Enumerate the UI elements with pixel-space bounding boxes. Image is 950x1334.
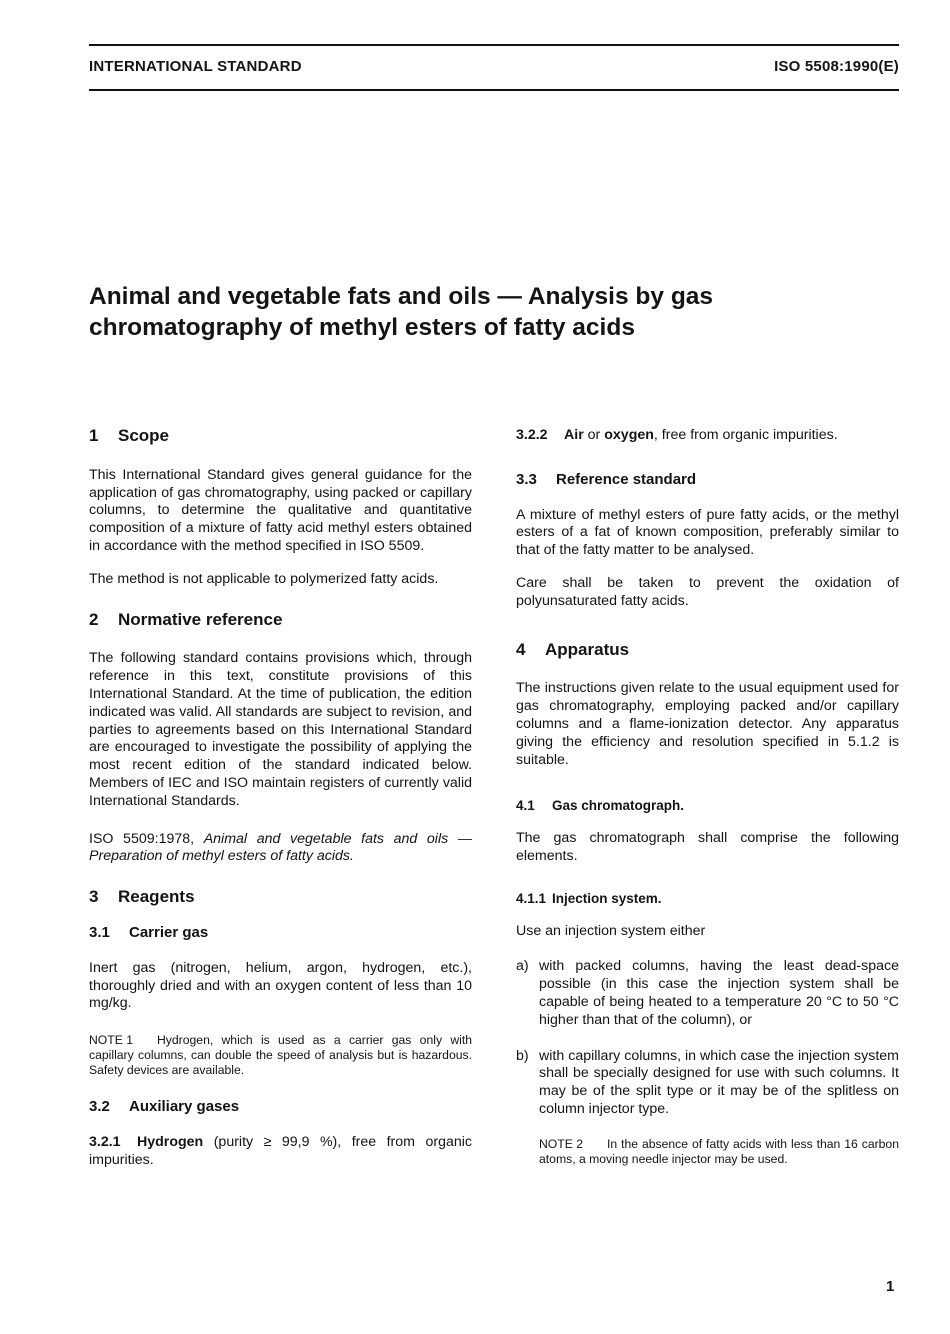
- citation-title: Animal and vegetable fats and oils — Preparation of methyl esters of fatty acids.: [89, 830, 473, 865]
- list-marker: a): [516, 958, 529, 975]
- list-marker: b): [516, 1047, 529, 1064]
- clause-conjunction: or: [587, 427, 601, 443]
- reference-standard-paragraph-2: Care shall be taken to prevent the oxidation of polyunsaturated fatty acids.: [516, 574, 899, 609]
- carrier-gas-paragraph: Inert gas (nitrogen, helium, argon, hydrogen, etc.), thoroughly dried and with an oxygen content of less than 10 mg/kg.: [89, 959, 472, 1012]
- note-text: In the absence of fatty acids with less than 16 carbon atoms, a moving needle injector may be used.: [539, 1136, 899, 1166]
- citation-code: ISO 5509:1978,: [89, 830, 195, 847]
- section-3-2-heading: [89, 1098, 472, 1116]
- header-rule-bottom: [89, 89, 899, 91]
- section-3-3-heading: [516, 471, 899, 489]
- clause-term-air: Air: [564, 427, 584, 443]
- section-number: 1: [89, 426, 99, 445]
- section-number: 4.1: [516, 798, 535, 814]
- section-number: 3.1: [89, 923, 110, 941]
- gas-chromatograph-paragraph: The gas chromatograph shall comprise the following elements.: [516, 830, 899, 864]
- section-title: Auxiliary gases: [129, 1098, 240, 1116]
- hydrogen-paragraph: [89, 1134, 472, 1170]
- title-line-2: chromatography of methyl esters of fatty acids: [89, 314, 635, 341]
- note-label: NOTE 2: [539, 1136, 584, 1151]
- section-title: Scope: [118, 426, 170, 445]
- section-number: 4.1.1: [516, 890, 547, 906]
- clause-term-oxygen: oxygen: [604, 427, 654, 443]
- section-title: Injection system.: [552, 890, 662, 906]
- clause-text: , free from organic impurities.: [653, 427, 838, 443]
- list-item-b: [516, 1048, 899, 1119]
- section-title: Carrier gas: [129, 923, 209, 941]
- section-1-heading: [89, 427, 472, 445]
- section-4-1-1-heading: [516, 890, 899, 908]
- normative-reference-citation: [89, 831, 472, 867]
- right-column: [516, 427, 899, 1187]
- header-standard-type: INTERNATIONAL STANDARD: [89, 58, 302, 75]
- section-3-heading: [89, 888, 472, 906]
- clause-term: Hydrogen: [137, 1133, 204, 1150]
- list-text: with capillary columns, in which case the injection system shall be specially designed for use with such columns. It may be of the split type or it may be of the splitless on column injector type.: [539, 1047, 899, 1117]
- section-title: Reagents: [118, 887, 195, 907]
- reference-standard-paragraph-1: A mixture of methyl esters of pure fatty acids, or the methyl esters of a fat of known composition, preferably similar to that of the fatty matter to be analysed.: [516, 506, 899, 559]
- scope-paragraph-1: This International Standard gives general guidance for the application of gas chromatography, using packed or capillary columns, to determine the qualitative and quantitative composition of a mixture of fatty acid methyl esters obtained in accordance with the method specified in ISO 5509.: [89, 466, 472, 554]
- section-title: Reference standard: [556, 470, 697, 488]
- list-text: with packed columns, having the least dead-space possible (in this case the injection system shall be capable of being heated to a temperature 20 °C to 50 °C higher than that of the column), or: [539, 958, 899, 1028]
- note-text: Hydrogen, which is used as a carrier gas only with capillary columns, can double the speed of analysis but is hazardous. Safety devices are available.: [89, 1033, 472, 1078]
- apparatus-paragraph: The instructions given relate to the usual equipment used for gas chromatography, employing packed and/or capillary columns and a flame-ionization detector. Any apparatus giving the efficiency and resolution specified in 5.1.2 is suitable.: [516, 680, 899, 768]
- section-2-heading: [89, 611, 472, 629]
- note-1: [89, 1033, 472, 1078]
- clause-number: 3.2.2: [516, 427, 548, 443]
- section-number: 2: [89, 609, 99, 629]
- clause-number: 3.2.1: [89, 1133, 121, 1150]
- section-number: 3: [89, 887, 99, 907]
- section-title: Gas chromatograph.: [552, 798, 685, 814]
- list-item-a: [516, 958, 899, 1029]
- document-title: [89, 281, 849, 343]
- section-title: Normative reference: [118, 609, 283, 629]
- header-rule-top: [89, 44, 899, 46]
- section-4-heading: [516, 641, 899, 659]
- normative-reference-paragraph: The following standard contains provisions which, through reference in this text, constitute provisions of this International Standard. At the time of publication, the edition indicated was valid. All standards are subject to revision, and parties to agreements based on this International Standard are encouraged to investigate the possibility of applying the most recent edition of the standard indicated below. Members of IEC and ISO maintain registers of currently valid International Standards.: [89, 650, 472, 809]
- header-standard-number: ISO 5508:1990(E): [774, 58, 899, 75]
- scope-paragraph-2: The method is not applicable to polymerized fatty acids.: [89, 570, 439, 587]
- clause-text: (purity ≥ 99,9 %), free from organic impurities.: [89, 1133, 472, 1168]
- injection-system-paragraph: Use an injection system either: [516, 922, 706, 939]
- note-2: [516, 1137, 899, 1167]
- title-line-1: Animal and vegetable fats and oils — Analysis by gas: [89, 283, 714, 310]
- left-column: [89, 427, 472, 1185]
- section-title: Apparatus: [545, 639, 630, 659]
- page-number: 1: [886, 1278, 895, 1295]
- section-4-1-heading: [516, 797, 899, 815]
- note-label: NOTE 1: [89, 1033, 134, 1048]
- section-number: 4: [516, 639, 526, 659]
- air-oxygen-paragraph: [516, 427, 899, 445]
- section-number: 3.2: [89, 1098, 110, 1116]
- section-number: 3.3: [516, 470, 537, 488]
- section-3-1-heading: [89, 924, 472, 942]
